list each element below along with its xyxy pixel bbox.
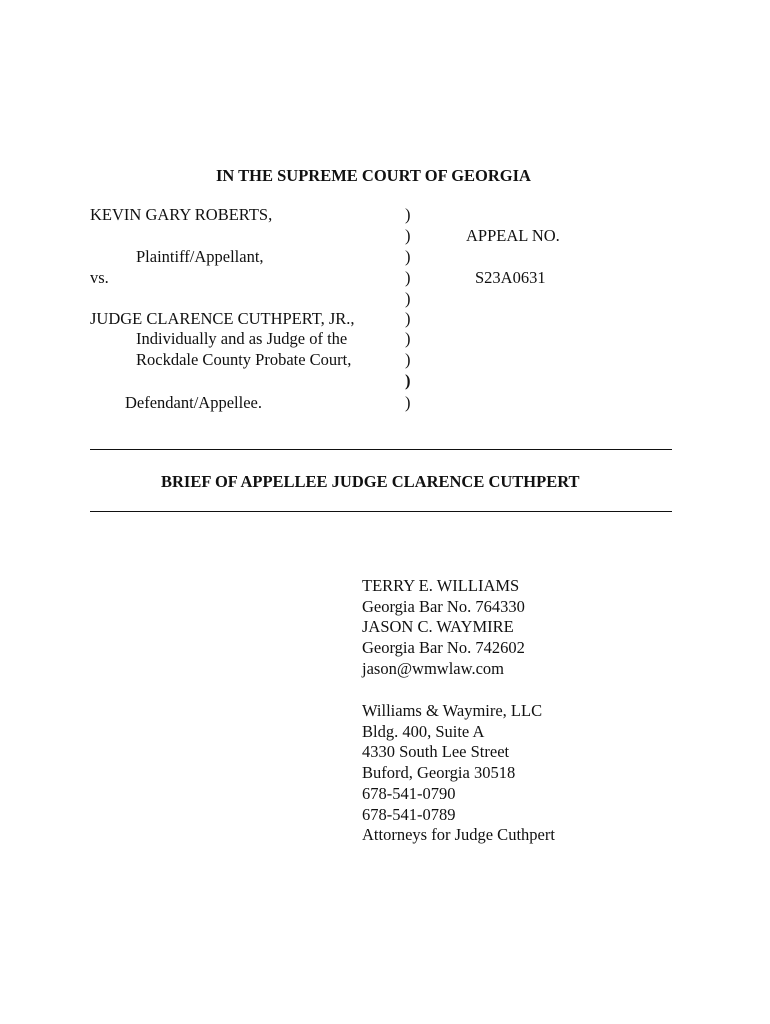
plaintiff-role: Plaintiff/Appellant, — [136, 247, 264, 266]
attorney-bar-number: Georgia Bar No. 742602 — [362, 638, 525, 658]
defendant-role: Defendant/Appellee. — [125, 393, 262, 412]
firm-name: Williams & Waymire, LLC — [362, 701, 543, 720]
caption-paren: ) — [405, 393, 411, 412]
firm-address-line: Bldg. 400, Suite A — [362, 721, 485, 741]
appeal-number: S23A0631 — [475, 268, 546, 287]
appeal-label: APPEAL NO. — [466, 226, 560, 245]
caption-paren: ) — [405, 371, 411, 390]
court-title: IN THE SUPREME COURT OF GEORGIA — [216, 166, 531, 185]
caption-paren: ) — [405, 205, 411, 224]
attorney-name: JASON C. WAYMIRE — [362, 617, 514, 637]
caption-paren: ) — [405, 329, 411, 348]
attorney-email: jason@wmwlaw.com — [362, 658, 504, 678]
defendant-capacity-line-1: Individually and as Judge of the — [136, 329, 348, 348]
attorney-block — [362, 576, 525, 680]
caption-paren: ) — [405, 350, 411, 369]
plaintiff-name: KEVIN GARY ROBERTS, — [90, 205, 273, 224]
brief-title: BRIEF OF APPELLEE JUDGE CLARENCE CUTHPERT — [161, 472, 580, 491]
caption-paren: ) — [405, 247, 411, 266]
firm-phone: 678-541-0789 — [362, 804, 456, 824]
firm-phone: 678-541-0790 — [362, 783, 456, 803]
top-rule — [90, 449, 672, 450]
caption-paren: ) — [405, 226, 411, 245]
bottom-rule — [90, 511, 672, 512]
attorney-bar-number: Georgia Bar No. 764330 — [362, 596, 525, 616]
caption-paren: ) — [405, 268, 411, 287]
firm-address-line: 4330 South Lee Street — [362, 742, 510, 762]
caption-paren: ) — [405, 309, 411, 328]
attorneys-for-label: Attorneys for Judge Cuthpert — [362, 825, 555, 845]
attorney-name: TERRY E. WILLIAMS — [362, 576, 520, 595]
versus: vs. — [90, 268, 109, 287]
firm-address-line: Buford, Georgia 30518 — [362, 763, 516, 783]
caption-paren: ) — [405, 289, 411, 308]
defendant-capacity-line-2: Rockdale County Probate Court, — [136, 350, 352, 369]
firm-block — [362, 701, 555, 846]
defendant-name: JUDGE CLARENCE CUTHPERT, JR., — [90, 309, 355, 328]
